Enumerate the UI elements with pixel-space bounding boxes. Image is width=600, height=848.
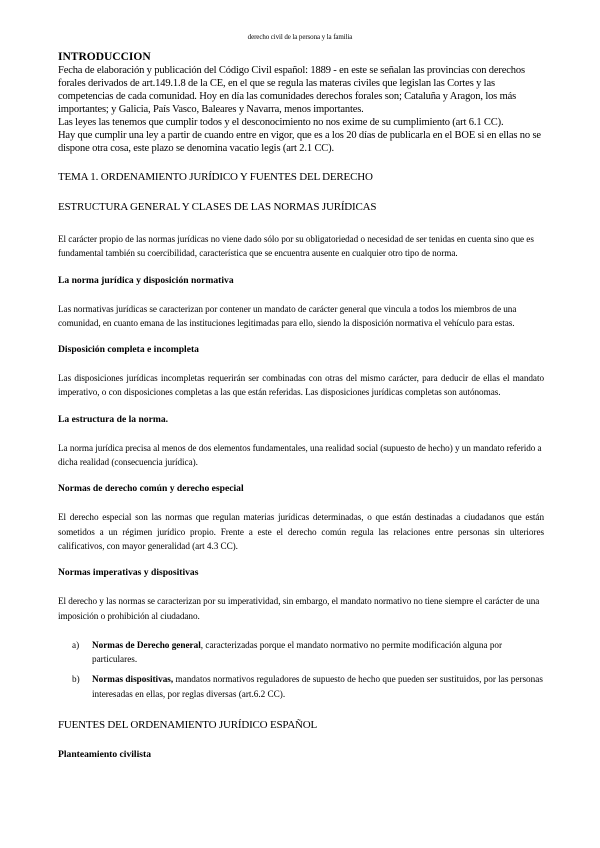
estructura-norma-text: La norma jurídica precisa al menos de dos elementos fundamentales, una realidad social (supuesto de hecho) y un mandato referido a dicha realidad (consecuencia jurídica). [58,442,542,468]
derecho-comun-title: Normas de derecho común y derecho especial [58,483,244,495]
estructura-norma-title: La estructura de la norma. [58,413,169,425]
document-body [58,50,544,761]
imperativas-title: Normas imperativas y dispositivas [58,567,199,579]
list-item-desc: , caracterizadas porque el mandato normativo no permite modificación alguna por particulares. [92,639,503,665]
planteamiento-title: Planteamiento civilista [58,749,151,761]
imperativas-text: El derecho y las normas se caracterizan por su imperatividad, sin embargo, el mandato normativo no tiene siempre el carácter de una imposición o prohibición al ciudadano. [58,596,540,621]
intro-paragraph-1: Fecha de elaboración y publicación del Código Civil español: 1889 - en este se señalan las provincias con derechos forales derivados de art.149.1.8 de la CE, en el que se regula las materas civiles que legislan las Cortes y las competencias de cada comunidad. Hoy en día las comunidades derechos forales son; Cataluña y Aragon, los más importantes; y Galicia, País Vasco, Baleares y Navarra, menos importantes. [58,65,525,115]
intro-paragraph-3: Hay que cumplir una ley a partir de cuando entre en vigor, que es a los 20 días de publicarla en el BOE si en ellas no se dispone otra cosa, este plazo se denomina vacatio legis (art 2.1 CC). [58,130,541,154]
disposicion-text: Las disposiciones jurídicas incompletas requerirán ser combinadas con otras del mismo carácter, para deducir de ellas el mandato imperativo, o con disposiciones completas a las que están referidas. Las disposiciones jurídicas completas son autónomas. [58,373,544,398]
list-marker: a) [72,639,80,650]
estructura-title: ESTRUCTURA GENERAL Y CLASES DE LAS NORMAS JURÍDICAS [58,201,377,213]
disposicion-title: Disposición completa e incompleta [58,344,199,356]
normas-list [58,638,544,701]
running-header: derecho civil de la persona y la familia [247,33,353,41]
list-item-desc: mandatos normativos reguladores de supuesto de hecho que pueden ser sustituidos, por las personas interesadas en ellas, por reglas diversas (art.6.2 CC). [92,674,543,699]
list-item [58,672,544,701]
derecho-comun-text: El derecho especial son las normas que regulan materias jurídicas determinadas, o que están destinadas a ciudadanos que están sometidos a un régimen jurídico propio. Frente a este el derecho común regula las relaciones entre personas sin ulteriores calificativos, con mayor generalidad (art 4.3 CC). [58,512,544,551]
estructura-text: El carácter propio de las normas jurídicas no viene dado sólo por su obligatoriedad o necesidad de ser tenidas en cuenta sino que es fundamental también su coercibilidad, característica que se encuentra ausente en cualquier otro tipo de norma. [58,234,534,259]
list-item [58,638,544,667]
intro-paragraph-2: Las leyes las tenemos que cumplir todos y el desconocimiento no nos exime de su cumplimiento (art 6.1 CC). [58,117,504,128]
norma-juridica-text: Las normativas jurídicas se caracterizan por contener un mandato de carácter general que vincula a todos los miembros de una comunidad, en cuanto emana de las instituciones legitimadas para ello, siendo la disposición normativa el vehículo para estas. [58,303,517,328]
intro-title: INTRODUCCION [58,51,151,63]
norma-juridica-title: La norma jurídica y disposición normativa [58,274,234,286]
fuentes-title: FUENTES DEL ORDENAMIENTO JURÍDICO ESPAÑOL [58,719,318,732]
list-item-term: Normas de Derecho general [92,639,201,650]
list-item-term: Normas dispositivas, [92,674,174,685]
list-marker: b) [72,674,80,685]
tema1-title: TEMA 1. ORDENAMIENTO JURÍDICO Y FUENTES DEL DERECHO [58,171,373,183]
